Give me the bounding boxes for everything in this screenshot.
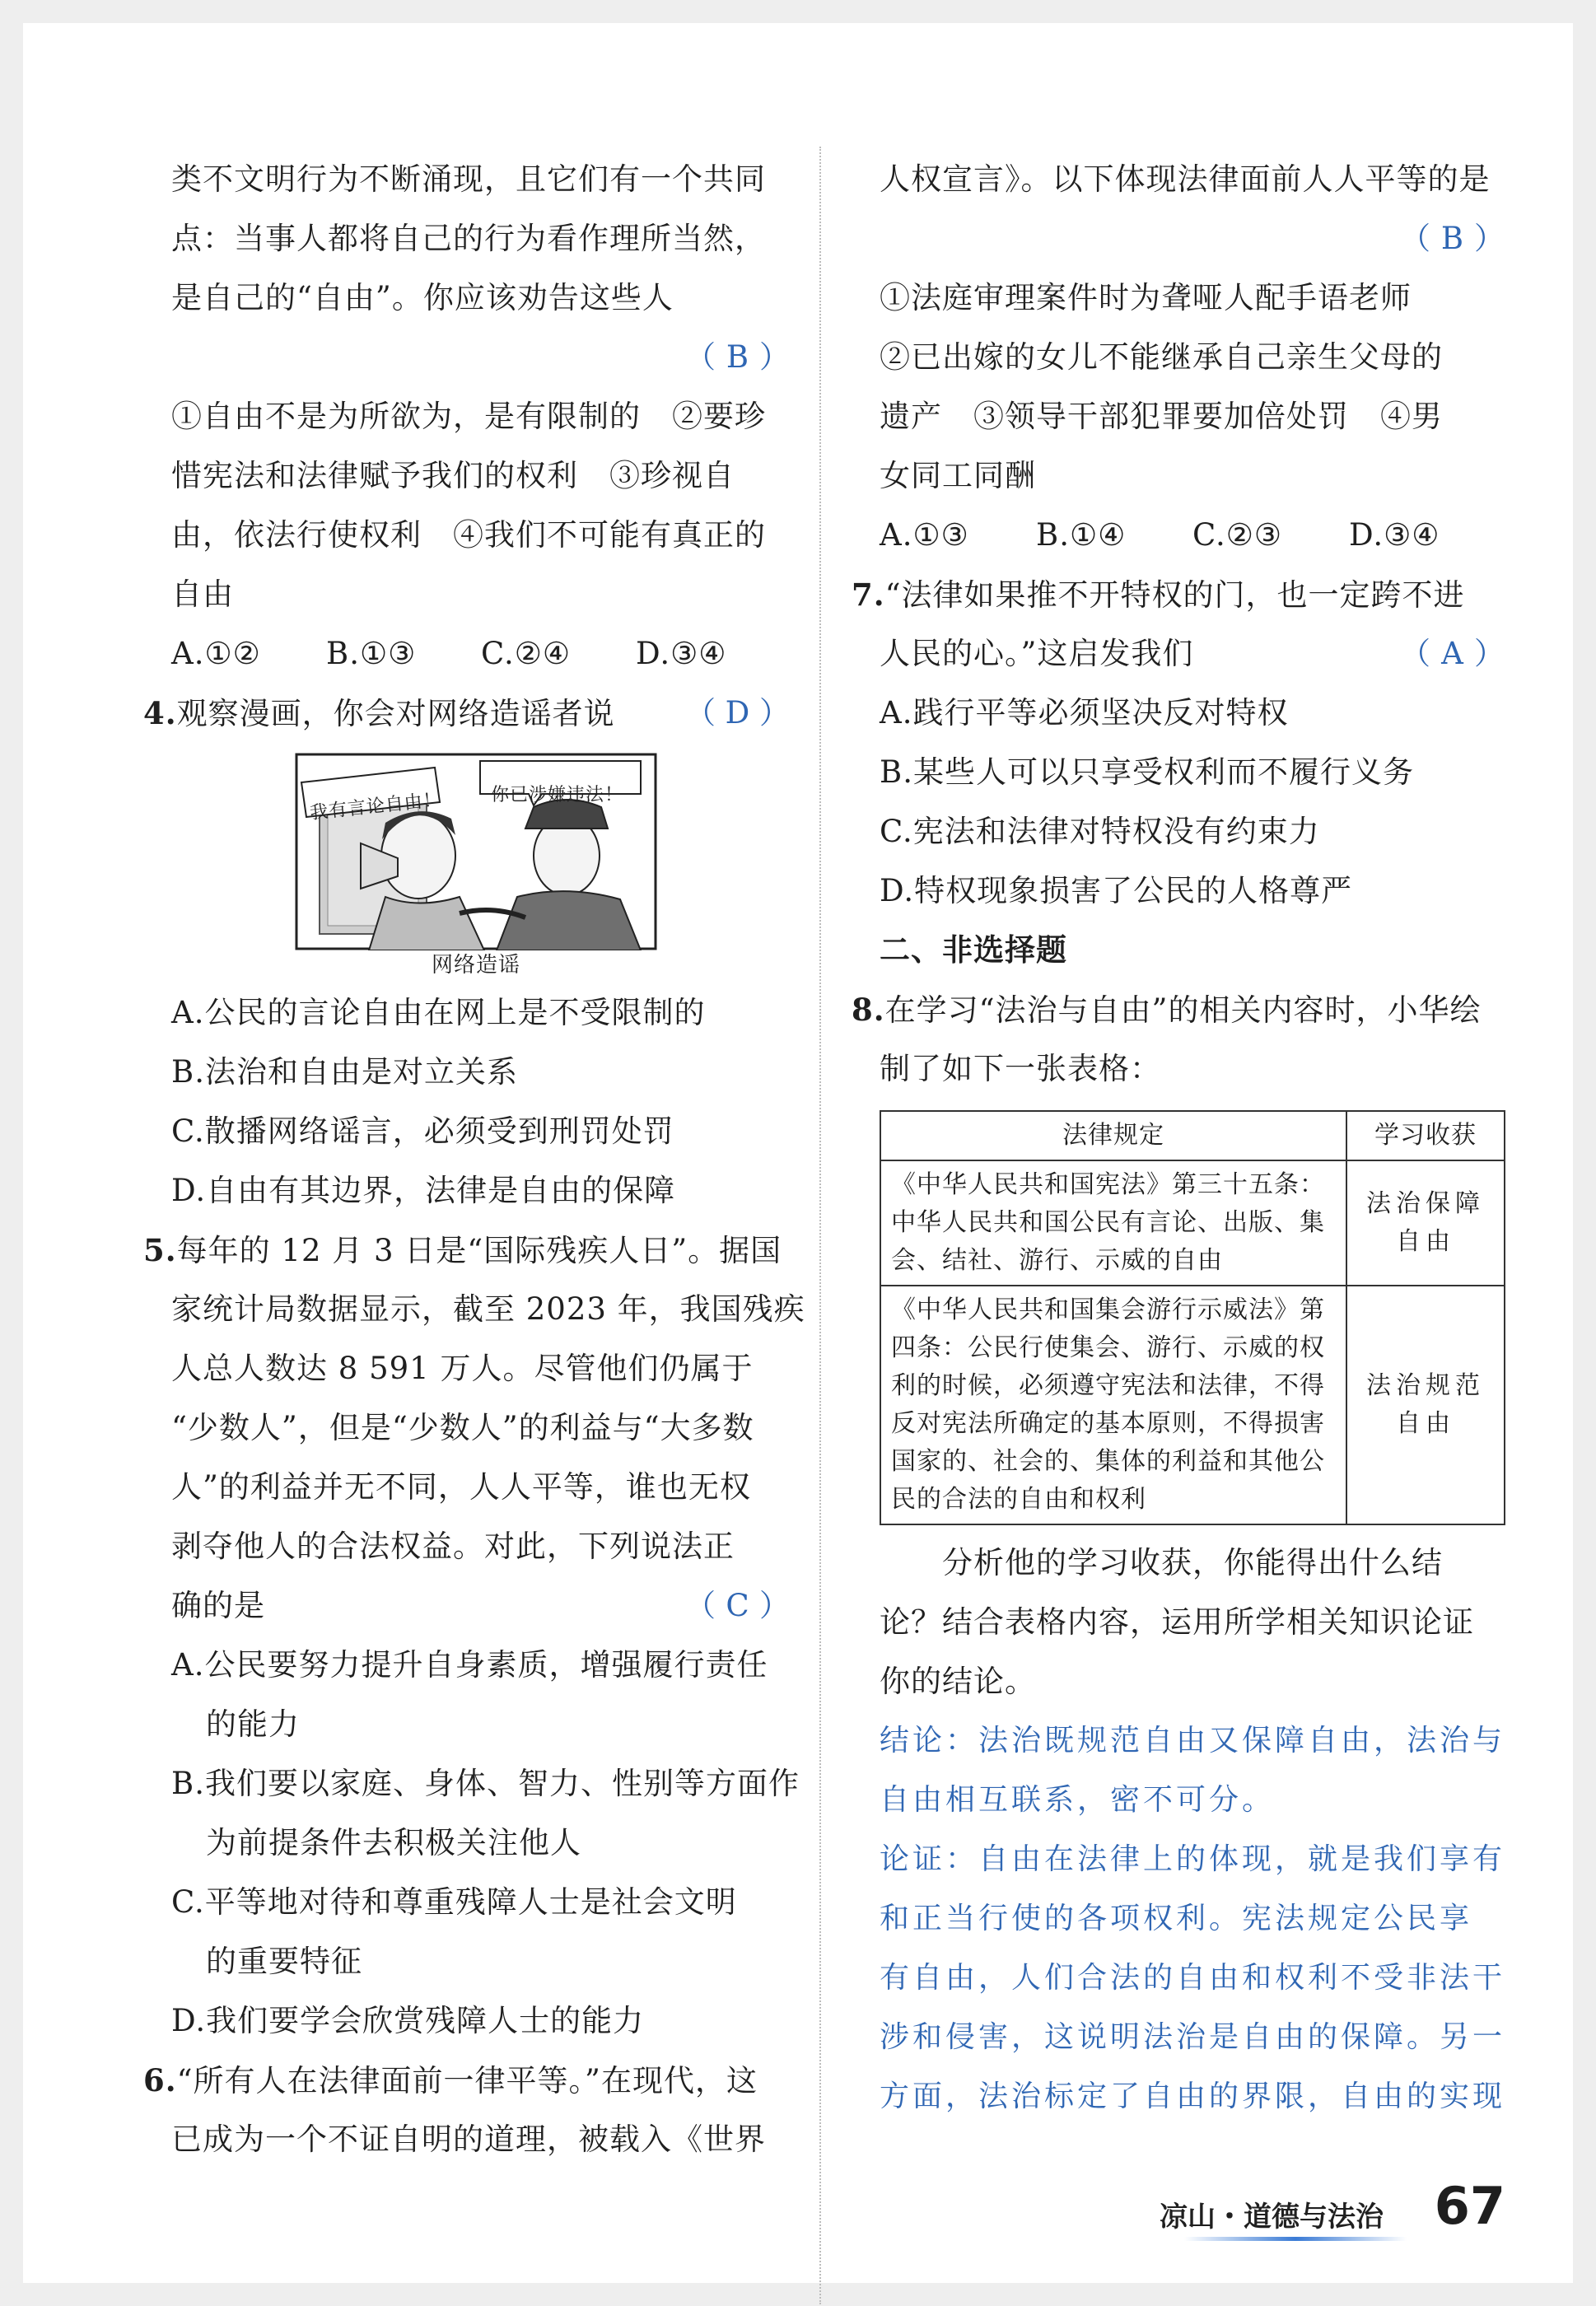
table-row bbox=[880, 1286, 1505, 1524]
q6-line-2: 已成为一个不证自明的道理，被载入《世界 bbox=[171, 2122, 766, 2157]
book-title: 凉山・道德与法治 bbox=[1160, 2201, 1384, 2234]
table-header-gain: 学习收获 bbox=[1346, 1111, 1505, 1160]
column-divider bbox=[819, 147, 821, 2304]
cartoon-figure bbox=[295, 753, 657, 983]
left-column bbox=[143, 150, 805, 2169]
q3-line-3: 是自己的“自由”。你应该劝告这些人 bbox=[171, 280, 674, 315]
page-footer bbox=[1160, 2173, 1522, 2247]
q8-prompt-3: 你的结论。 bbox=[880, 1664, 1036, 1699]
table-cell-law-2: 《中华人民共和国集会游行示威法》第四条：公民行使集会、游行、示威的权利的时候，必须遵守宪法和法律，不得反对宪法所确定的基本原则，不得损害国家的、社会的、集体的利益和其他公民的合法的自由和权利 bbox=[880, 1286, 1346, 1524]
q4-number: 4. bbox=[143, 695, 177, 731]
q5-number: 5. bbox=[143, 1232, 177, 1268]
q4-option-b: B.法治和自由是对立关系 bbox=[171, 1054, 518, 1090]
q3-option-b: B.①③ bbox=[326, 636, 417, 671]
q3-option-a: A.①② bbox=[171, 636, 261, 671]
q5-option-b: B.我们要以家庭、身体、智力、性别等方面作 bbox=[171, 1766, 800, 1801]
q7-text-1: “法律如果推不开特权的门，也一定跨不进 bbox=[884, 577, 1465, 613]
q3-options bbox=[171, 624, 791, 684]
q5-line-6: 剥夺他人的合法权益。对此，下列说法正 bbox=[171, 1529, 735, 1564]
q3-option-d: D.③④ bbox=[636, 636, 727, 671]
q3-statement-1: ①自由不是为所欲为，是有限制的 ②要珍 bbox=[171, 399, 766, 434]
q6-option-b: B.①④ bbox=[1036, 517, 1127, 553]
table-row bbox=[880, 1160, 1505, 1286]
q6-statement-1: ①法庭审理案件时为聋哑人配手语老师 bbox=[880, 280, 1412, 315]
q8-answer-3: 论证：自由在法律上的体现，就是我们享有 bbox=[880, 1842, 1506, 1876]
q3-line-2: 点：当事人都将自己的行为看作理所当然， bbox=[171, 221, 766, 256]
footer-accent-bar bbox=[1184, 2237, 1407, 2241]
q4-option-d: D.自由有其边界，法律是自由的保障 bbox=[171, 1173, 676, 1208]
q6-number: 6. bbox=[143, 2062, 177, 2098]
q3-line-1: 类不文明行为不断涌现，且它们有一个共同 bbox=[171, 161, 766, 197]
q3-statement-2: 惜宪法和法律赋予我们的权利 ③珍视自 bbox=[171, 458, 735, 493]
cartoon-caption: 网络造谣 bbox=[431, 953, 520, 978]
q8-text-1: 在学习“法治与自由”的相关内容时，小华绘 bbox=[884, 992, 1482, 1028]
q6-answer-line bbox=[880, 209, 1505, 268]
q7-option-c: C.宪法和法律对特权没有约束力 bbox=[880, 814, 1320, 849]
q6-statement-2: ②已出嫁的女儿不能继承自己亲生父母的 bbox=[880, 339, 1443, 375]
q8-prompt-2: 论？结合表格内容，运用所学相关知识论证 bbox=[880, 1604, 1474, 1640]
q8-answer-4: 和正当行使的各项权利。宪法规定公民享 bbox=[880, 1902, 1473, 1935]
q5-text-1: 每年的 12 月 3 日是“国际残疾人日”。据国 bbox=[176, 1233, 782, 1268]
q6-line-1 bbox=[143, 2051, 791, 2110]
speech-bubble-right-text: 你已涉嫌违法！ bbox=[491, 785, 624, 805]
q8-number: 8. bbox=[852, 992, 885, 1028]
q8-answer-5: 有自由，人们合法的自由和权利不受非法干 bbox=[880, 1961, 1506, 1995]
table-cell-gain-1: 法治保障自由 bbox=[1346, 1160, 1505, 1286]
q5-line-2: 家统计局数据显示，截至 2023 年，我国残疾 bbox=[171, 1291, 805, 1327]
q7-number: 7. bbox=[852, 576, 885, 613]
q7-line-2 bbox=[880, 624, 1505, 684]
q8-line-2: 制了如下一张表格： bbox=[880, 1051, 1161, 1086]
q8-answer-7: 方面，法治标定了自由的界限，自由的实现 bbox=[880, 2080, 1506, 2113]
table-cell-law-1: 《中华人民共和国宪法》第三十五条：中华人民共和国公民有言论、出版、集会、结社、游行、示威的自由 bbox=[880, 1160, 1346, 1286]
q4-text: 观察漫画，你会对网络造谣者说 bbox=[176, 696, 615, 731]
q8-answer-2: 自由相互联系，密不可分。 bbox=[880, 1783, 1276, 1817]
q8-prompt-1: 分析他的学习收获，你能得出什么结 bbox=[880, 1545, 1443, 1580]
right-column bbox=[852, 150, 1506, 2126]
page bbox=[23, 23, 1573, 2283]
q6-option-a: A.①③ bbox=[880, 517, 969, 553]
q7-option-a: A.践行平等必须坚决反对特权 bbox=[880, 695, 1289, 731]
q5-option-d: D.我们要学会欣赏残障人士的能力 bbox=[171, 2003, 645, 2038]
q7-answer: A bbox=[1441, 636, 1464, 671]
q7-answer-bracket: （ A ） bbox=[1400, 624, 1505, 684]
q3-answer-bracket: （ B ） bbox=[685, 328, 791, 387]
q6-answer: B bbox=[1440, 221, 1465, 256]
q5-option-a: A.公民要努力提升自身素质，增强履行责任 bbox=[171, 1647, 768, 1683]
q5-option-c: C.平等地对待和尊重残障人士是社会文明 bbox=[171, 1884, 737, 1920]
q3-statement-3: 由，依法行使权利 ④我们不可能有真正的 bbox=[171, 517, 766, 553]
q4-option-a: A.公民的言论自由在网上是不受限制的 bbox=[171, 995, 706, 1030]
q6-statement-3: 遗产 ③领导干部犯罪要加倍处罚 ④男 bbox=[880, 399, 1443, 434]
q5-answer-bracket: （ C ） bbox=[685, 1576, 791, 1636]
q7-option-b: B.某些人可以只享受权利而不履行义务 bbox=[880, 754, 1414, 790]
q5-line-7 bbox=[171, 1576, 791, 1636]
q3-statement-4: 自由 bbox=[171, 576, 234, 612]
q7-line-1 bbox=[852, 565, 1505, 624]
q3-answer-line bbox=[171, 328, 791, 387]
q5-line-1 bbox=[143, 1221, 791, 1280]
q5-line-5: 人”的利益并无不同，人人平等，谁也无权 bbox=[171, 1469, 751, 1505]
q8-line-1 bbox=[852, 980, 1505, 1039]
q4-stem bbox=[143, 684, 791, 743]
q6-statement-4: 女同工同酬 bbox=[880, 458, 1036, 493]
q8-answer-6: 涉和侵害，这说明法治是自由的保障。另一 bbox=[880, 2020, 1506, 2054]
section-heading: 二、非选择题 bbox=[880, 932, 1067, 968]
q4-answer: D bbox=[725, 695, 751, 731]
speech-bubble-left-text: 我有言论自由！ bbox=[309, 789, 443, 824]
table-header-row bbox=[880, 1111, 1505, 1160]
q5-option-a-cont: 的能力 bbox=[206, 1706, 300, 1742]
q6-option-c: C.②③ bbox=[1192, 517, 1283, 553]
page-number: 67 bbox=[1434, 2176, 1505, 2236]
table-header-law: 法律规定 bbox=[880, 1111, 1346, 1160]
q6-option-d: D.③④ bbox=[1349, 517, 1440, 553]
q5-line-4: “少数人”，但是“少数人”的利益与“大多数 bbox=[171, 1410, 754, 1445]
q4-option-c: C.散播网络谣言，必须受到刑罚处罚 bbox=[171, 1113, 674, 1149]
q6-answer-bracket: （ B ） bbox=[1400, 209, 1505, 268]
q5-option-c-cont: 的重要特征 bbox=[206, 1944, 362, 1979]
q5-text-7: 确的是 bbox=[171, 1588, 265, 1623]
law-table bbox=[880, 1110, 1505, 1525]
q5-line-3: 人总人数达 8 591 万人。尽管他们仍属于 bbox=[171, 1351, 754, 1386]
q7-text-2: 人民的心。”这启发我们 bbox=[880, 636, 1194, 671]
table-cell-gain-2: 法治规范自由 bbox=[1346, 1286, 1505, 1524]
q3-option-c: C.②④ bbox=[481, 636, 572, 671]
q6-options bbox=[880, 506, 1505, 565]
q5-option-b-cont: 为前提条件去积极关注他人 bbox=[206, 1825, 581, 1860]
q6-text-1: “所有人在法律面前一律平等。”在现代，这 bbox=[176, 2063, 758, 2098]
q5-answer: C bbox=[726, 1588, 750, 1623]
q7-option-d: D.特权现象损害了公民的人格尊严 bbox=[880, 873, 1353, 908]
q6-cont-line: 人权宣言》。以下体现法律面前人人平等的是 bbox=[880, 161, 1491, 197]
q4-answer-bracket: （ D ） bbox=[685, 684, 791, 743]
q8-answer-1: 结论：法治既规范自由又保障自由，法治与 bbox=[880, 1724, 1506, 1758]
q3-answer: B bbox=[726, 339, 750, 375]
